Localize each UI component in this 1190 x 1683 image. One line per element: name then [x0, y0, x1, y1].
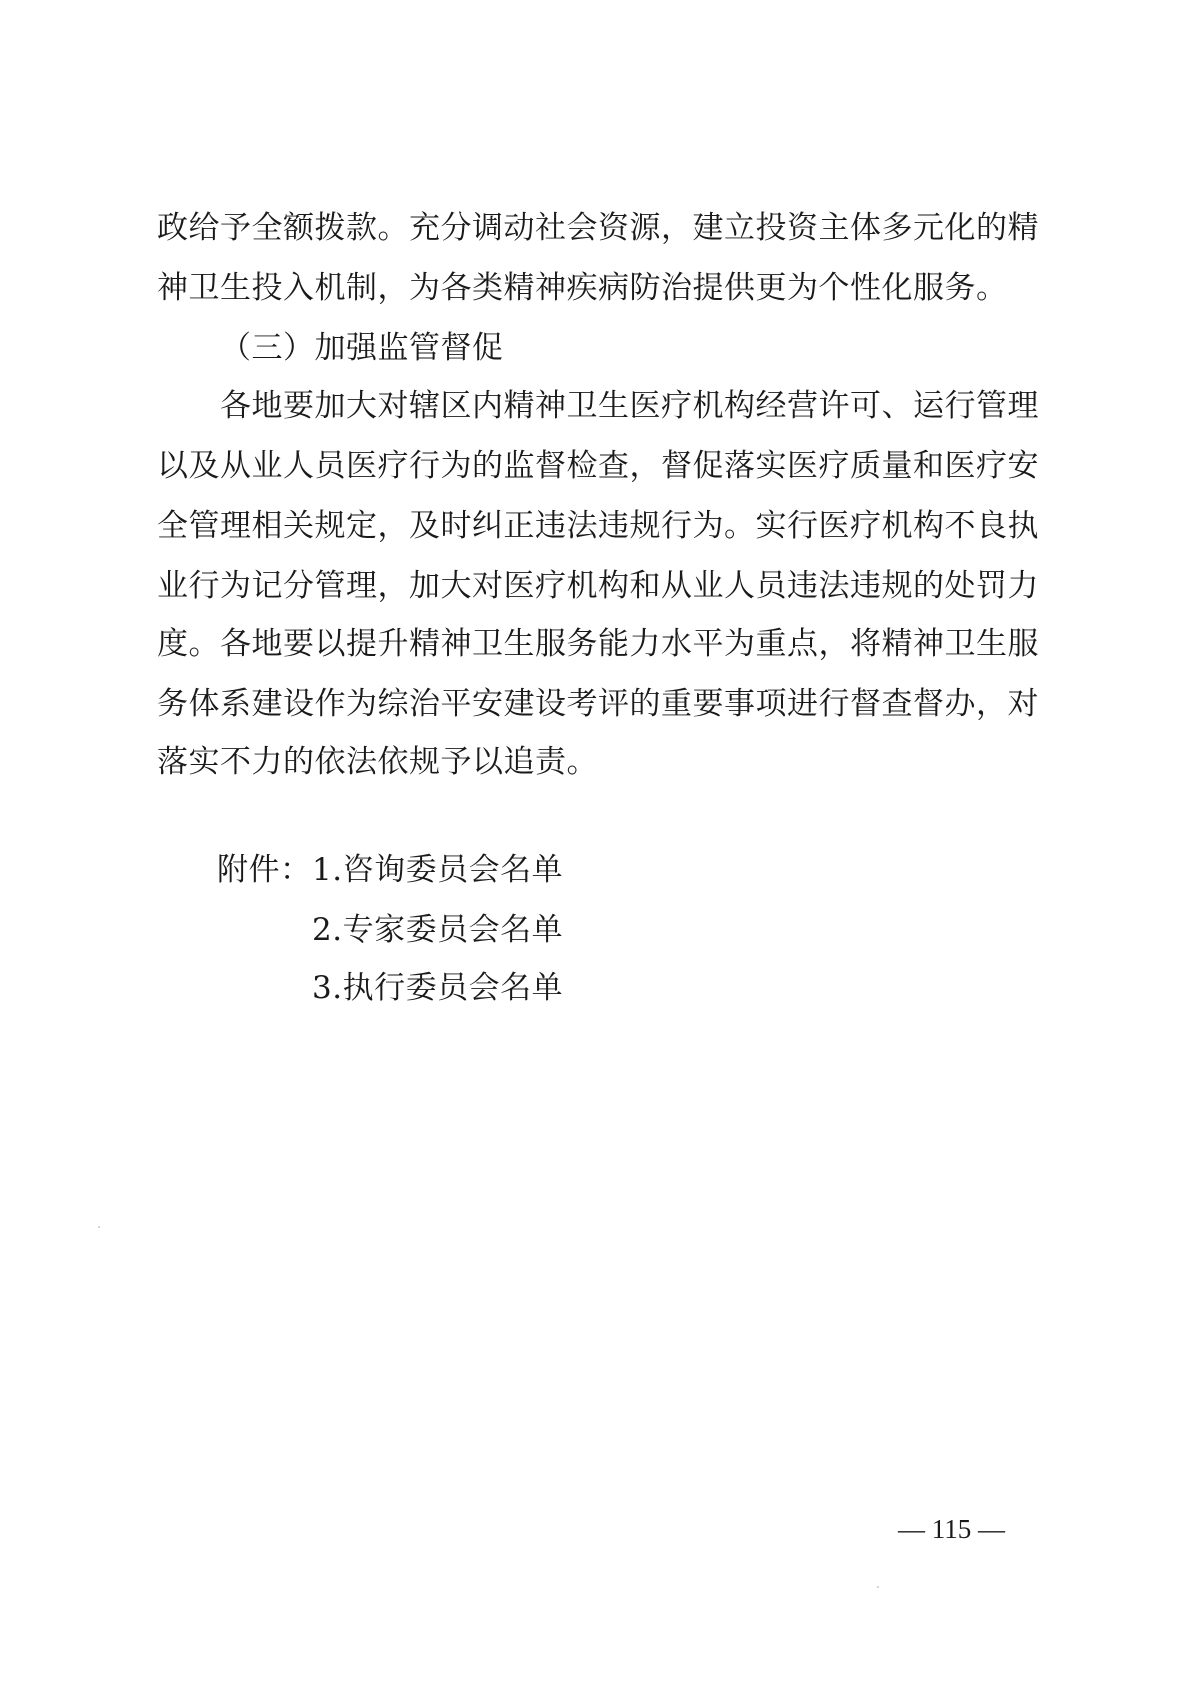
paragraph-line-2: 以及从业人员医疗行为的监督检查，督促落实医疗质量和医疗安 — [157, 448, 1039, 484]
body-line-1: 政给予全额拨款。充分调动社会资源，建立投资主体多元化的精 — [157, 210, 1039, 246]
attachment-item-1: 1.咨询委员会名单 — [312, 852, 564, 888]
attachment-item-3: 3.执行委员会名单 — [312, 970, 564, 1006]
paragraph-line-7: 落实不力的依法依规予以追责。 — [157, 744, 598, 780]
attachments-label: 附件： — [217, 852, 312, 888]
body-line-2: 神卫生投入机制，为各类精神疾病防治提供更为个性化服务。 — [157, 270, 1008, 306]
scan-speck — [98, 1226, 100, 1228]
paragraph-line-6: 务体系建设作为综治平安建设考评的重要事项进行督查督办，对 — [157, 686, 1039, 722]
attachment-item-2: 2.专家委员会名单 — [312, 912, 564, 948]
section-heading: （三）加强监管督促 — [220, 330, 504, 366]
paragraph-line-3: 全管理相关规定，及时纠正违法违规行为。实行医疗机构不良执 — [157, 508, 1039, 544]
scan-speck — [877, 1586, 879, 1588]
paragraph-line-1: 各地要加大对辖区内精神卫生医疗机构经营许可、运行管理 — [220, 388, 1039, 424]
paragraph-line-4: 业行为记分管理，加大对医疗机构和从业人员违法违规的处罚力 — [157, 568, 1039, 604]
page-number: — 115 — — [898, 1514, 1005, 1544]
paragraph-line-5: 度。各地要以提升精神卫生服务能力水平为重点，将精神卫生服 — [157, 626, 1039, 662]
